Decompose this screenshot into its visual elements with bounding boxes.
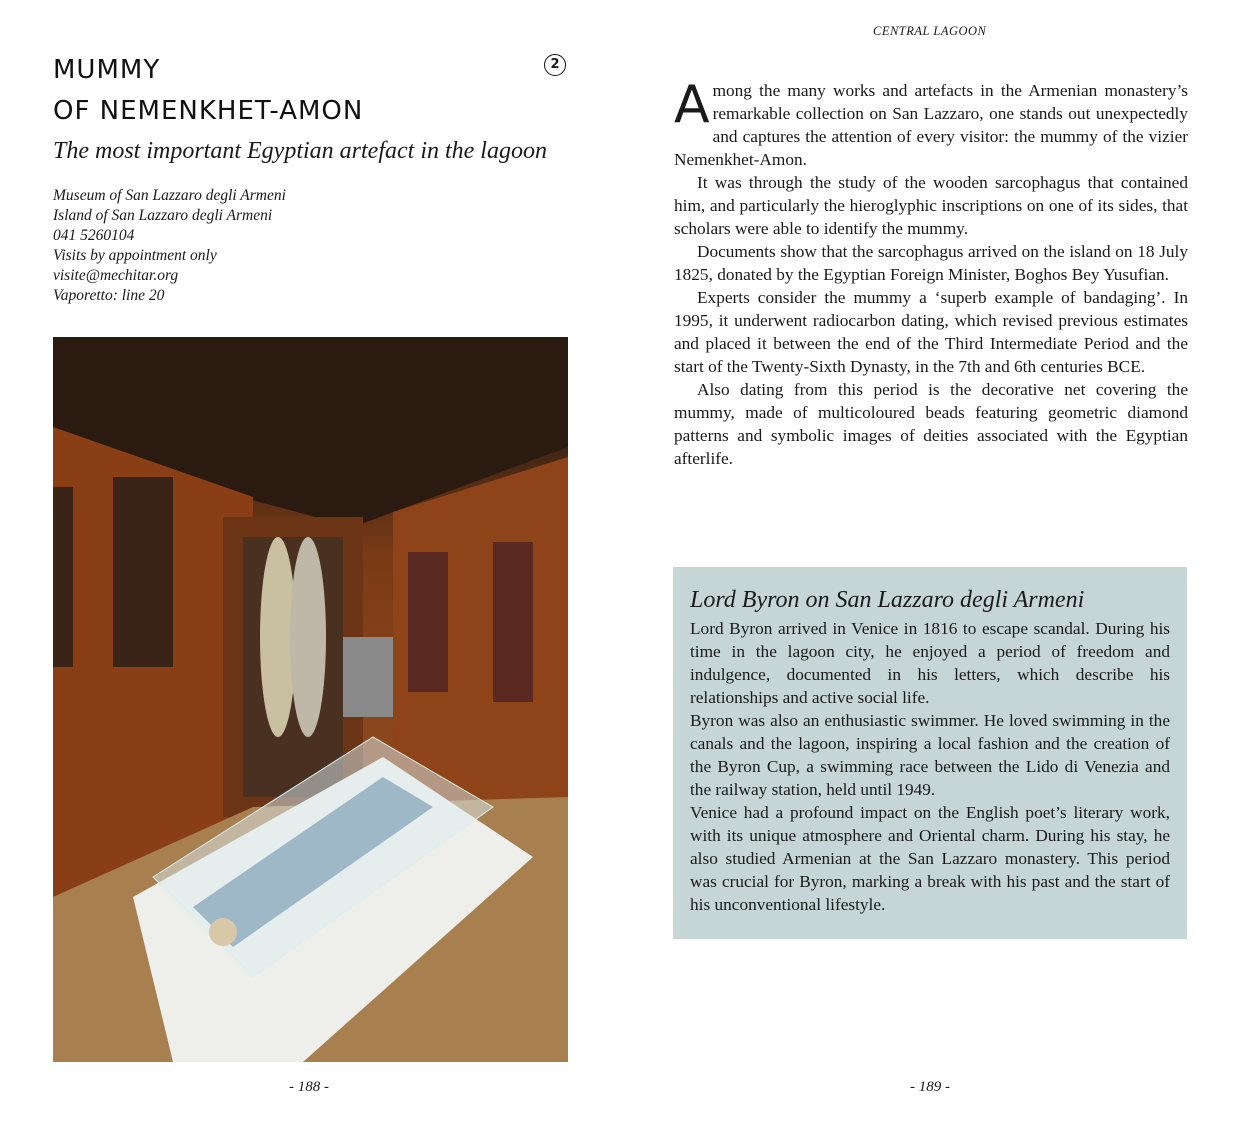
page-number-left: - 188 - <box>289 1079 329 1095</box>
sidebar-box-byron <box>673 567 1187 939</box>
box-title: Lord Byron on San Lazzaro degli Armeni <box>690 587 1085 613</box>
info-email: visite@mechitar.org <box>53 267 179 284</box>
photo-illustration <box>53 337 568 1062</box>
info-location: Island of San Lazzaro degli Armeni <box>53 207 273 224</box>
paragraph-3: Documents show that the sarcophagus arrived on the island on 18 July 1825, donated by the Egyptian Foreign Minister, Boghos Bey Yusufian. <box>674 242 1188 284</box>
running-head: CENTRAL LAGOON <box>873 24 987 38</box>
entry-number-badge: 2 <box>544 54 566 76</box>
box-paragraph-3: Venice had a profound impact on the English poet’s literary work, with its unique atmosphere and Oriental charm. During his stay, he also studied Armenian at the San Lazzaro monastery. This period was crucial for Byron, marking a break with his past and the start of his unconventional lifestyle. <box>690 803 1170 914</box>
box-paragraph-2: Byron was also an enthusiastic swimmer. He loved swimming in the canals and the lagoon, inspiring a local fashion and the creation of the Byron Cup, a swimming race between the Lido di Venezia and the railway station, held until 1949. <box>690 711 1170 799</box>
paragraph-5: Also dating from this period is the decorative net covering the mummy, made of multicoloured beads featuring geometric diamond patterns and symbolic images of deities associated with the Egyptian afterlife. <box>674 380 1188 468</box>
info-phone: 041 5260104 <box>53 227 135 244</box>
page-number-right: - 189 - <box>910 1079 950 1095</box>
visitor-info <box>53 186 286 306</box>
entry-title <box>53 50 363 132</box>
article-body <box>674 75 1188 470</box>
info-visits: Visits by appointment only <box>53 247 217 264</box>
title-line-2: OF NEMENKHET-AMON <box>53 96 364 126</box>
title-line-1: MUMMY <box>53 55 161 85</box>
paragraph-1: Among the many works and artefacts in the Armenian monastery’s remarkable collection on San Lazzaro, one stands out unexpectedly and captures the attention of every visitor: the mummy of the vizier Nemenkhet-Amon. <box>674 75 1188 169</box>
info-vaporetto: Vaporetto: line 20 <box>53 287 165 304</box>
drop-cap: A <box>674 75 710 135</box>
entry-subtitle: The most important Egyptian artefact in the lagoon <box>53 138 547 164</box>
paragraph-2: It was through the study of the wooden sarcophagus that contained him, and particularly the hieroglyphic inscriptions on one of its sides, that scholars were able to identify the mummy. <box>674 173 1188 238</box>
paragraph-4: Experts consider the mummy a ‘superb example of bandaging’. In 1995, it underwent radiocarbon dating, which revised previous estimates and placed it between the end of the Third Intermediate Period and the start of the Twenty-Sixth Dynasty, in the 7th and 6th centuries BCE. <box>674 288 1188 376</box>
box-paragraph-1: Lord Byron arrived in Venice in 1816 to escape scandal. During his time in the lagoon city, he enjoyed a period of freedom and indulgence, documented in his letters, which describe his relationships and active social life. <box>690 619 1170 707</box>
info-museum: Museum of San Lazzaro degli Armeni <box>53 187 286 204</box>
mummy-photo <box>53 337 568 1062</box>
